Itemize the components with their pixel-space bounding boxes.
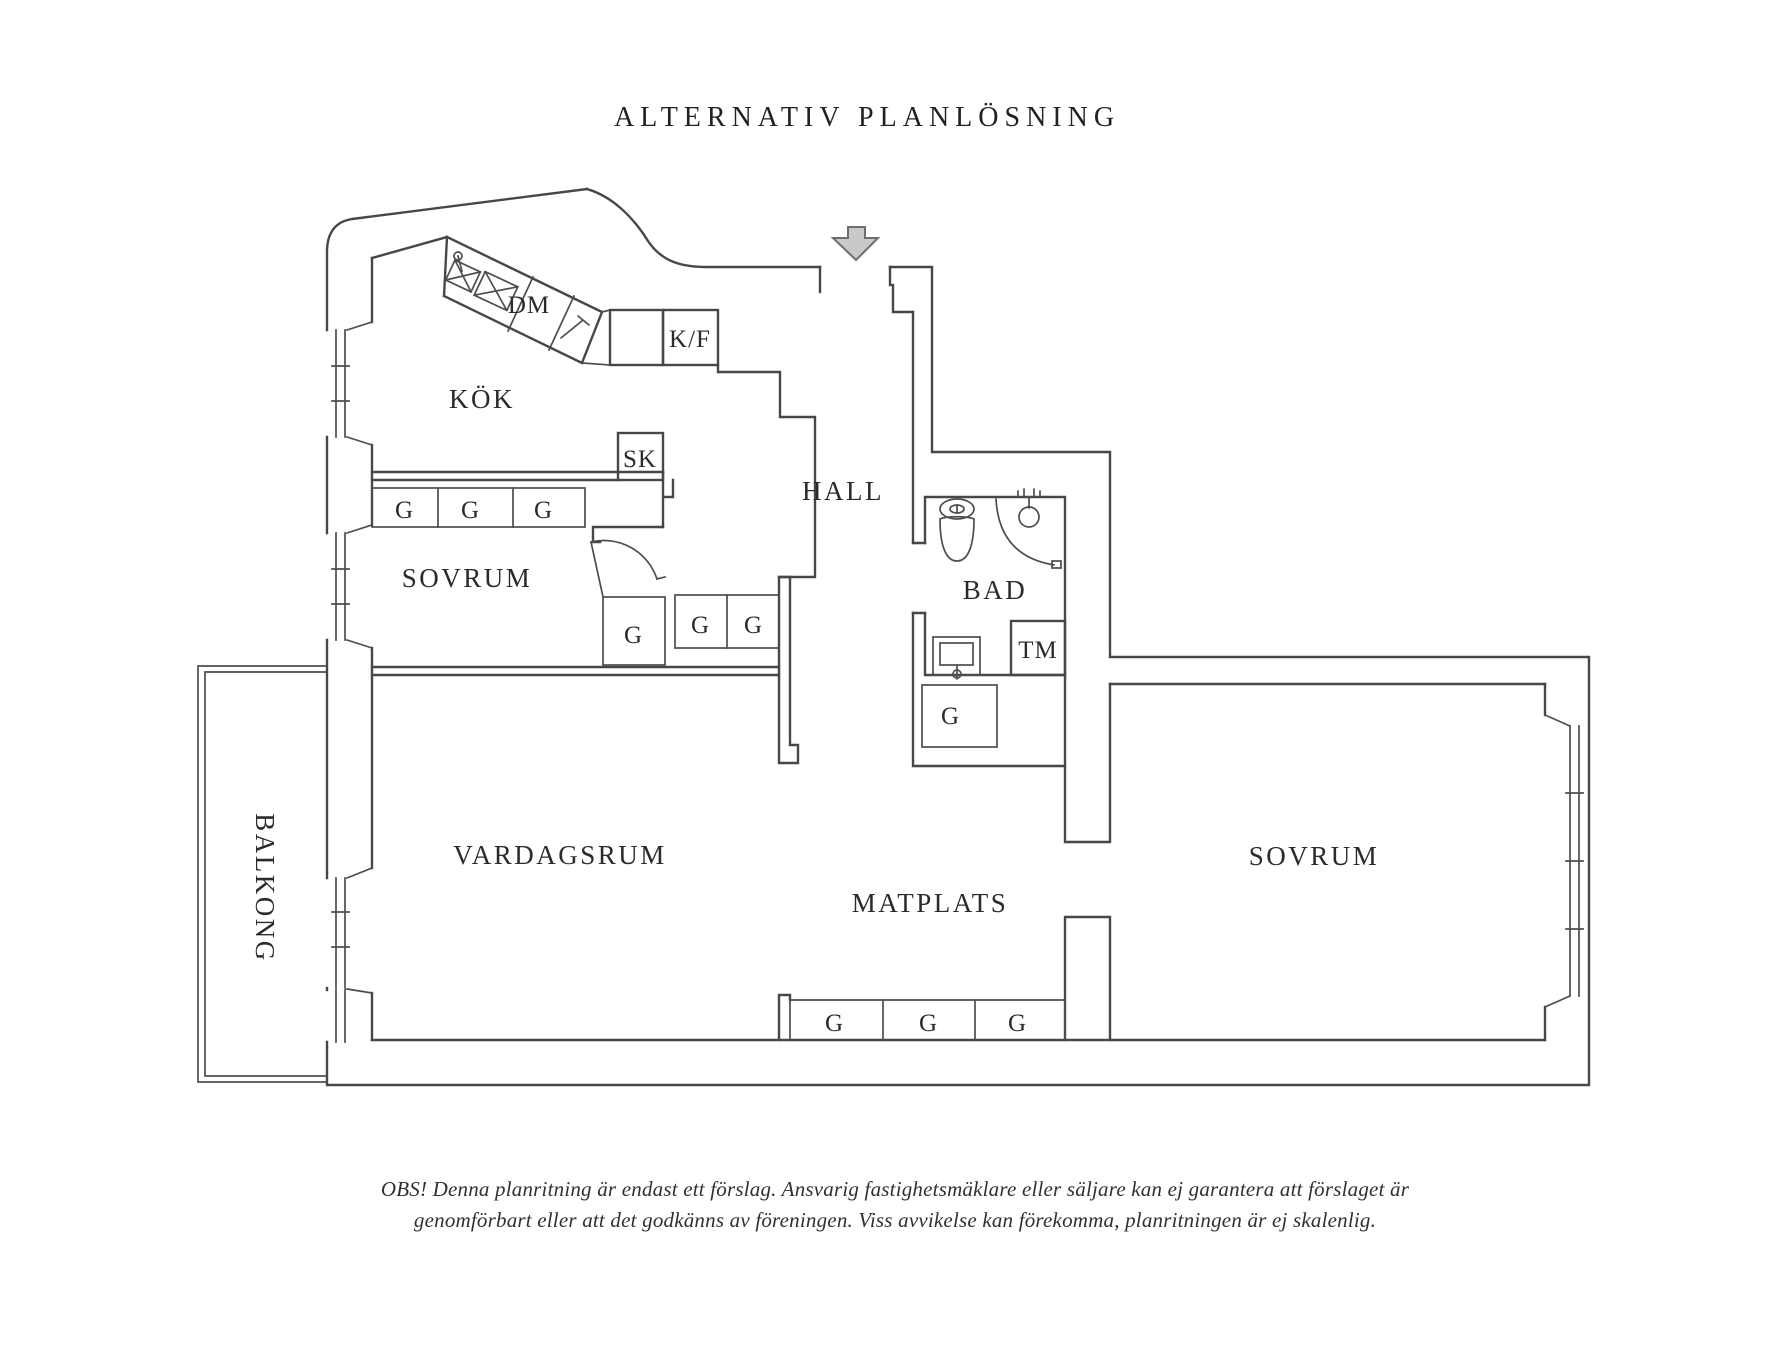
- stove-icon: [561, 316, 589, 338]
- page-title: ALTERNATIV PLANLÖSNING: [613, 102, 1121, 133]
- disclaimer-line1: OBS! Denna planritning är endast ett förslag. Ansvarig fastighetsmäklare eller säljare kan ej garantera att förslaget är: [380, 1177, 1410, 1201]
- room-label-bad: BAD: [962, 575, 1028, 605]
- fridge-freezer-label: K/F: [669, 326, 711, 353]
- room-label-matplats: MATPLATS: [851, 888, 1009, 918]
- closet-label: G: [394, 497, 414, 524]
- closet-row-bottom: [790, 1000, 1065, 1040]
- sk-closet-label: SK: [623, 446, 657, 473]
- toilet-icon: [940, 499, 974, 561]
- room-label-hall: HALL: [802, 476, 884, 506]
- disclaimer: [381, 1177, 1410, 1232]
- partition-living-dining: [779, 577, 798, 1040]
- wall-matplats-sovrum: [1065, 675, 1110, 1040]
- room-label-sovrum-large: SOVRUM: [1248, 841, 1380, 871]
- closet-row-top: [372, 488, 585, 527]
- balcony-door: [336, 990, 345, 1042]
- shower-icon: [996, 489, 1061, 568]
- closet-pair-hall: [675, 595, 779, 648]
- dishwasher-label: DM: [507, 292, 551, 319]
- window-bedroom-large: [1566, 726, 1583, 996]
- closet-label: G: [918, 1010, 938, 1037]
- bedroom-small: [372, 527, 779, 675]
- washing-machine-label: TM: [1018, 637, 1058, 664]
- room-label-kok: KÖK: [449, 384, 515, 414]
- balcony: [198, 666, 327, 1082]
- kitchen: [372, 237, 718, 527]
- entrance-arrow-icon: [833, 227, 878, 260]
- disclaimer-line2: genomförbart eller att det godkänns av föreningen. Viss avvikelse kan förekomma, planritningen är ej skalenlig.: [413, 1208, 1377, 1232]
- room-label-balkong: BALKONG: [250, 813, 280, 963]
- left-wall-inner: [347, 258, 372, 1040]
- closet-label: G: [1007, 1010, 1027, 1037]
- entrance-jamb-right: [890, 267, 913, 312]
- closet-label: G: [743, 612, 763, 639]
- hall-east-wall: [913, 312, 1065, 766]
- window-livingroom: [332, 878, 349, 988]
- washbasin-icon: [933, 637, 980, 679]
- closet-label: G: [533, 497, 553, 524]
- hall-west-wall: [718, 365, 815, 577]
- closet-under-bath: [922, 685, 997, 747]
- bathroom: [925, 489, 1065, 679]
- window-kitchen: [332, 330, 349, 437]
- closet-label: G: [940, 703, 960, 730]
- bedroom-large: [1110, 684, 1583, 1040]
- room-label-vardagsrum: VARDAGSRUM: [453, 840, 667, 870]
- door-bedroom-small: [591, 541, 665, 597]
- closet-label: G: [690, 612, 710, 639]
- window-bedroom-small: [332, 533, 349, 640]
- closet-label: G: [623, 622, 643, 649]
- entrance: [820, 227, 913, 312]
- closet-label: G: [824, 1010, 844, 1037]
- room-label-sovrum-small: SOVRUM: [401, 563, 533, 593]
- closet-label: G: [460, 497, 480, 524]
- counter-box: [610, 310, 663, 365]
